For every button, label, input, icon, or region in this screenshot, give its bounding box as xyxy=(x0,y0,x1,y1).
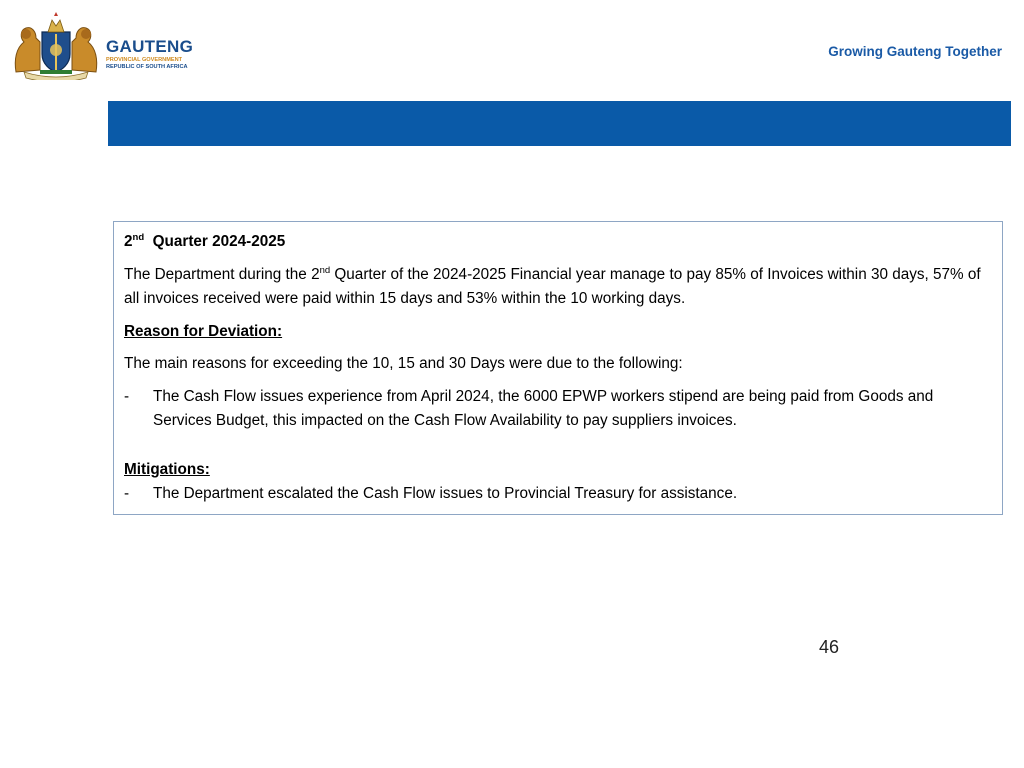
title-num: 2 xyxy=(124,233,133,250)
summary-sup: nd xyxy=(319,264,331,276)
reason-heading: Reason for Deviation: xyxy=(124,322,283,340)
reason-intro: The main reasons for exceeding the 10, 15 and 30 Days were due to the following: xyxy=(124,355,683,372)
title-bar xyxy=(108,101,1011,146)
org-sub-line1: PROVINCIAL GOVERNMENT xyxy=(106,57,183,63)
summary-part-a: The Department during the 2 xyxy=(124,265,320,283)
spacer xyxy=(124,434,992,458)
title-rest: Quarter 2024-2025 xyxy=(152,233,286,250)
org-name: GAUTENG xyxy=(106,37,194,56)
mitigation-bullet xyxy=(124,482,992,507)
org-sub-line2: REPUBLIC OF SOUTH AFRICA xyxy=(106,64,188,70)
bullet-dash: - xyxy=(124,485,130,502)
content-box xyxy=(113,221,1003,515)
title-sup: nd xyxy=(132,232,145,243)
summary-part-b: Quarter of the 2024-2025 Financial year manage to pay 85% of Invoices within 30 days, 57% of all invoices received were paid within 15 days and 53% within the 10 working days. xyxy=(124,265,981,307)
bullet-dash: - xyxy=(124,387,130,405)
summary-paragraph xyxy=(124,263,992,312)
mitigation-heading: Mitigations: xyxy=(124,460,210,478)
bullet-text: The Department escalated the Cash Flow issues to Provincial Treasury for assistance. xyxy=(153,485,738,502)
quarter-title xyxy=(124,230,992,255)
coat-of-arms-icon xyxy=(10,12,102,80)
gauteng-logo xyxy=(10,12,200,82)
reason-bullet xyxy=(124,385,992,434)
page-number: 46 xyxy=(819,637,840,657)
tagline: Growing Gauteng Together xyxy=(828,44,1002,59)
bullet-text: The Cash Flow issues experience from April 2024, the 6000 EPWP workers stipend are being paid from Goods and Services Budget, this impacted on the Cash Flow Availability to pay suppliers invoices. xyxy=(153,387,934,429)
